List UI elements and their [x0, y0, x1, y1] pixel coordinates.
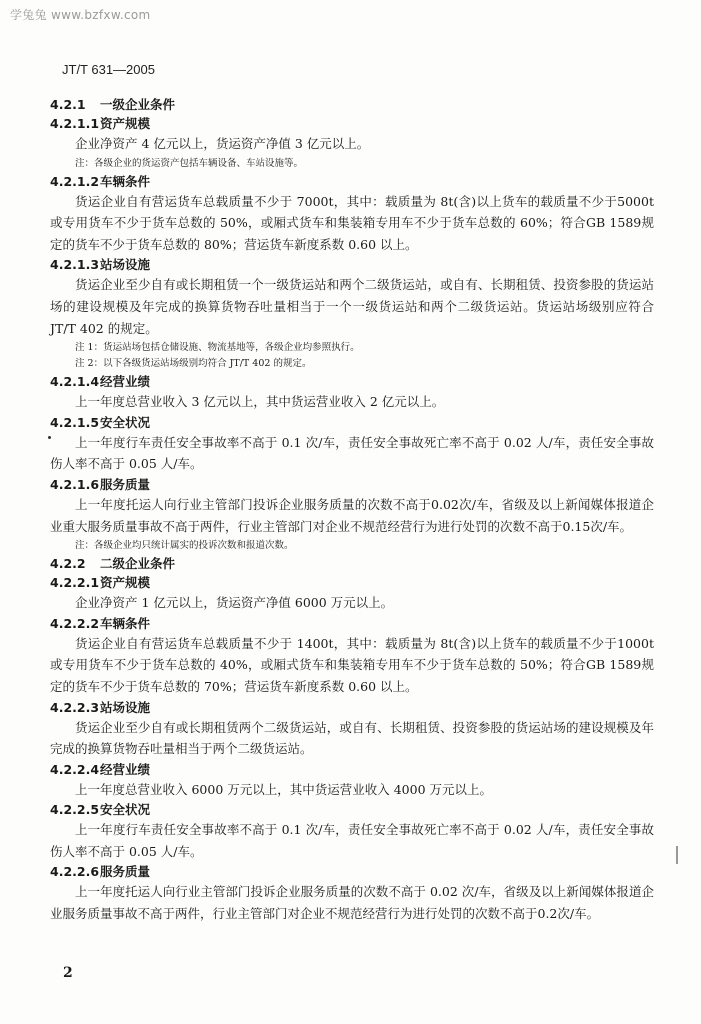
paragraph: 上一年度总营业收入 3 亿元以上，其中货运营业收入 2 亿元以上。: [75, 394, 445, 410]
paragraph: 企业净资产 1 亿元以上，货运资产净值 6000 万元以上。: [75, 595, 394, 611]
note: 注 2：以下各级货运站场级别均符合 JT/T 402 的规定。: [75, 358, 312, 370]
note: 注：各级企业的货运资产包括车辆设备、车站设施等。: [75, 157, 304, 169]
section-heading: 4.2.2.5安全状况: [50, 802, 151, 818]
paragraph: 货运企业自有营运货车总载质量不少于 1400t，其中：载质量为 8t(含)以上货车的载质量不少于1000t或专用货车不少于货车总数的 40%，或厢式货车和集装箱专用车不少于货车总数的 50%；符合GB 1589规定的货车不少于货车总数的 70%；营运货车新度系数 0.60 以上。: [50, 635, 654, 694]
paragraph: 上一年度托运人向行业主管部门投诉企业服务质量的次数不高于0.02次/车，省级及以上新闻媒体报道企业重大服务质量事故不高于两件，行业主管部门对企业不规范经营行为进行处罚的次数不高于0.15次/车。: [50, 496, 654, 534]
section-heading: 4.2.1.1资产规模: [50, 116, 151, 131]
section-heading: 4.2.1.6服务质量: [50, 476, 151, 492]
note: 注：各级企业均只统计属实的投诉次数和报道次数。: [75, 540, 294, 552]
watermark: 学兔兔 www.bzfxw.com: [10, 8, 151, 22]
paragraph: 上一年度行车责任安全事故率不高于 0.1 次/车，责任安全事故死亡率不高于 0.02 人/车，责任安全事故伤人率不高于 0.05 人/车。: [50, 822, 654, 859]
paragraph: 货运企业至少自有或长期租赁两个二级货运站，或自有、长期租赁、投资参股的货运站场的建设规模及年完成的换算货物吞吐量相当于两个二级货运站。: [50, 719, 654, 757]
paragraph: 上一年度总营业收入 6000 万元以上，其中货运营业收入 4000 万元以上。: [75, 781, 493, 797]
scan-mark: [676, 846, 678, 864]
section-heading: 4.2.1.3站场设施: [50, 257, 151, 273]
paragraph: 上一年度行车责任安全事故率不高于 0.1 次/车，责任安全事故死亡率不高于 0.02 人/车，责任安全事故伤人率不高于 0.05 人/车。: [50, 434, 654, 472]
document-code: JT/T 631—2005: [62, 62, 155, 77]
section-heading: 4.2.2.4经营业绩: [50, 761, 151, 777]
paragraph: 货运企业自有营运货车总载质量不少于 7000t，其中：载质量为 8t(含)以上货车的载质量不少于5000t或专用货车不少于货车总数的 50%，或厢式货车和集装箱专用车不少于货车总数的 60%；符合GB 1589规定的货车不少于货车总数的 80%；营运货车新度系数 0.60 以上。: [50, 193, 654, 252]
section-heading: 4.2.2.2车辆条件: [50, 615, 151, 631]
paragraph: 企业净资产 4 亿元以上，货运资产净值 3 亿元以上。: [75, 136, 370, 151]
section-heading: 4.2.1 一级企业条件: [50, 97, 176, 112]
note: 注 1：货运站场包括仓储设施、物流基地等，各级企业均参照执行。: [75, 342, 360, 354]
page-number: 2: [63, 965, 73, 981]
section-heading: 4.2.2 二级企业条件: [50, 556, 176, 572]
section-heading: 4.2.1.4经营业绩: [50, 374, 151, 390]
section-heading: 4.2.1.2车辆条件: [50, 173, 151, 189]
section-heading: 4.2.2.6服务质量: [50, 864, 151, 880]
section-heading: 4.2.1.5安全状况: [50, 414, 151, 430]
document-body: [50, 95, 654, 925]
section-heading: 4.2.2.3站场设施: [50, 699, 151, 715]
section-heading: 4.2.2.1资产规模: [50, 575, 151, 591]
paragraph: 上一年度托运人向行业主管部门投诉企业服务质量的次数不高于 0.02 次/车，省级及以上新闻媒体报道企业服务质量事故不高于两件，行业主管部门对企业不规范经营行为进行处罚的次数不高于0.2次/车。: [50, 884, 654, 922]
paragraph: 货运企业至少自有或长期租赁一个一级货运站和两个二级货运站，或自有、长期租赁、投资参股的货运站场的建设规模及年完成的换算货物吞吐量相当于一个一级货运站和两个二级货运站。货运站场级别应符合 JT/T 402 的规定。: [50, 277, 654, 336]
